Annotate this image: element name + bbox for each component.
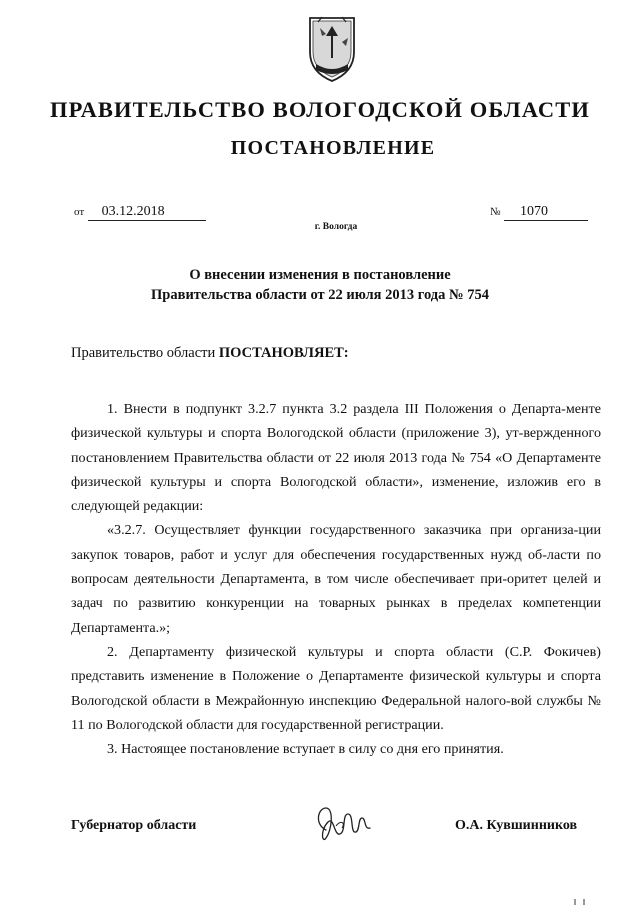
number-value: 1070 [504,204,588,221]
coat-of-arms-icon [302,14,362,84]
scan-marks [573,893,587,901]
paragraph: 3. Настоящее постановление вступает в силу со дня его принятия. [107,741,504,758]
paragraph: 2. Департаменту физической культуры и спорта области (С.Р. Фокичев) представить изменение в Положение о Департаменте физической культуры и спорта Вологодской области в Межрайонную инспекцию Федеральной налого-вой службы № 11 по Вологодской области для государственной регистрации. [71,643,601,733]
subject-line-2: Правительства области от 22 июля 2013 года № 754 [151,287,489,303]
document-type: ПОСТАНОВЛЕНИЕ [230,137,436,159]
paragraph: «3.2.7. Осуществляет функции государственного заказчика при организа-ции закупок товаров, работ и услуг для обеспечения государственных нужд об-ласти по вопросам деятельности Департамента, в том числе обеспечивает при-оритет целей и задач по развитию конкуренции на товарных рынках в пределах компетенции Департамента.»; [71,522,601,636]
decree-prefix: Правительство области [71,345,216,361]
signatory-name: О.А. Кувшинников [455,818,578,833]
organization-title: ПРАВИТЕЛЬСТВО ВОЛОГОДСКОЙ ОБЛАСТИ [50,97,590,122]
date-label: от [74,206,85,218]
subject-line-1: О внесении изменения в постановление [189,267,451,283]
date-value: 03.12.2018 [88,204,206,221]
handwritten-signature [312,800,374,848]
signatory-position: Губернатор области [71,818,197,833]
decree-verb: ПОСТАНОВЛЯЕТ: [218,345,349,361]
decree-statement [71,345,349,362]
paragraph: 1. Внести в подпункт 3.2.7 пункта 3.2 раздела III Положения о Департа-менте физической культуры и спорта Вологодской области (приложение 3), ут-вержденного постановлением Правительства области от 22 июля 2013 года № 754 «О Департаменте физической культуры и спорта Вологодской области», изменение, изложив его в следующей редакции: [71,401,601,515]
number-label: № [490,206,501,218]
number-field [490,204,588,221]
document-subject [0,265,640,305]
city-label: г. Вологда [314,222,358,232]
document-body [71,397,601,761]
date-field [74,204,206,221]
